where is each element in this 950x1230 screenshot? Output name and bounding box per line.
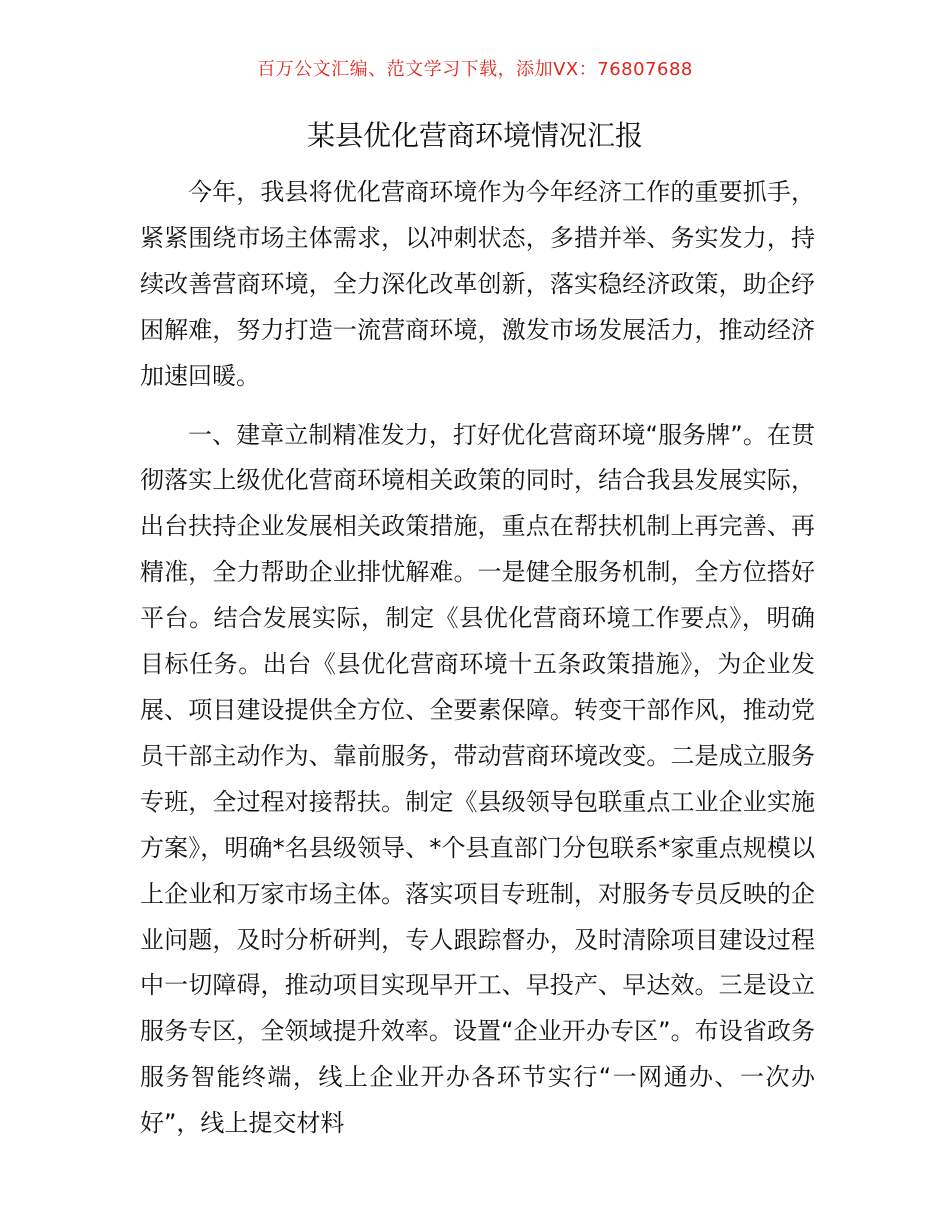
document-body bbox=[140, 170, 815, 1147]
document-title: 某县优化营商环境情况汇报 bbox=[306, 119, 643, 152]
paragraph-section-one: 一、建章立制精准发力，打好优化营商环境“服务牌”。在贯彻落实上级优化营商环境相关政策的同时，结合我县发展实际，出台扶持企业发展相关政策措施，重点在帮扶机制上再完善、再精准，全力帮助企业排忧解难。一是健全服务机制，全方位搭好平台。结合发展实际，制定《县优化营商环境工作要点》，明确目标任务。出台《县优化营商环境十五条政策措施》，为企业发展、项目建设提供全方位、全要素保障。转变干部作风，推动党员干部主动作为、靠前服务，带动营商环境改变。二是成立服务专班，全过程对接帮扶。制定《县级领导包联重点工业企业实施方案》，明确*名县级领导、*个县直部门分包联系*家重点规模以上企业和万家市场主体。落实项目专班制，对服务专员反映的企业问题，及时分析研判，专人跟踪督办，及时清除项目建设过程中一切障碍，推动项目实现早开工、早投产、早达效。三是设立服务专区，全领域提升效率。设置“企业开办专区”。布设省政务服务智能终端，线上企业开办各环节实行“一网通办、一次办好”，线上提交材料 bbox=[140, 420, 815, 1138]
paragraph-intro: 今年，我县将优化营商环境作为今年经济工作的重要抓手，紧紧围绕市场主体需求，以冲刺状态，多措并举、务实发力，持续改善营商环境，全力深化改革创新，落实稳经济政策，助企纾困解难，努力打造一流营商环境，激发市场发展活力，推动经济加速回暖。 bbox=[140, 178, 815, 390]
header-promo-note: 百万公文汇编、范文学习下载，添加VX：76807688 bbox=[257, 59, 693, 80]
